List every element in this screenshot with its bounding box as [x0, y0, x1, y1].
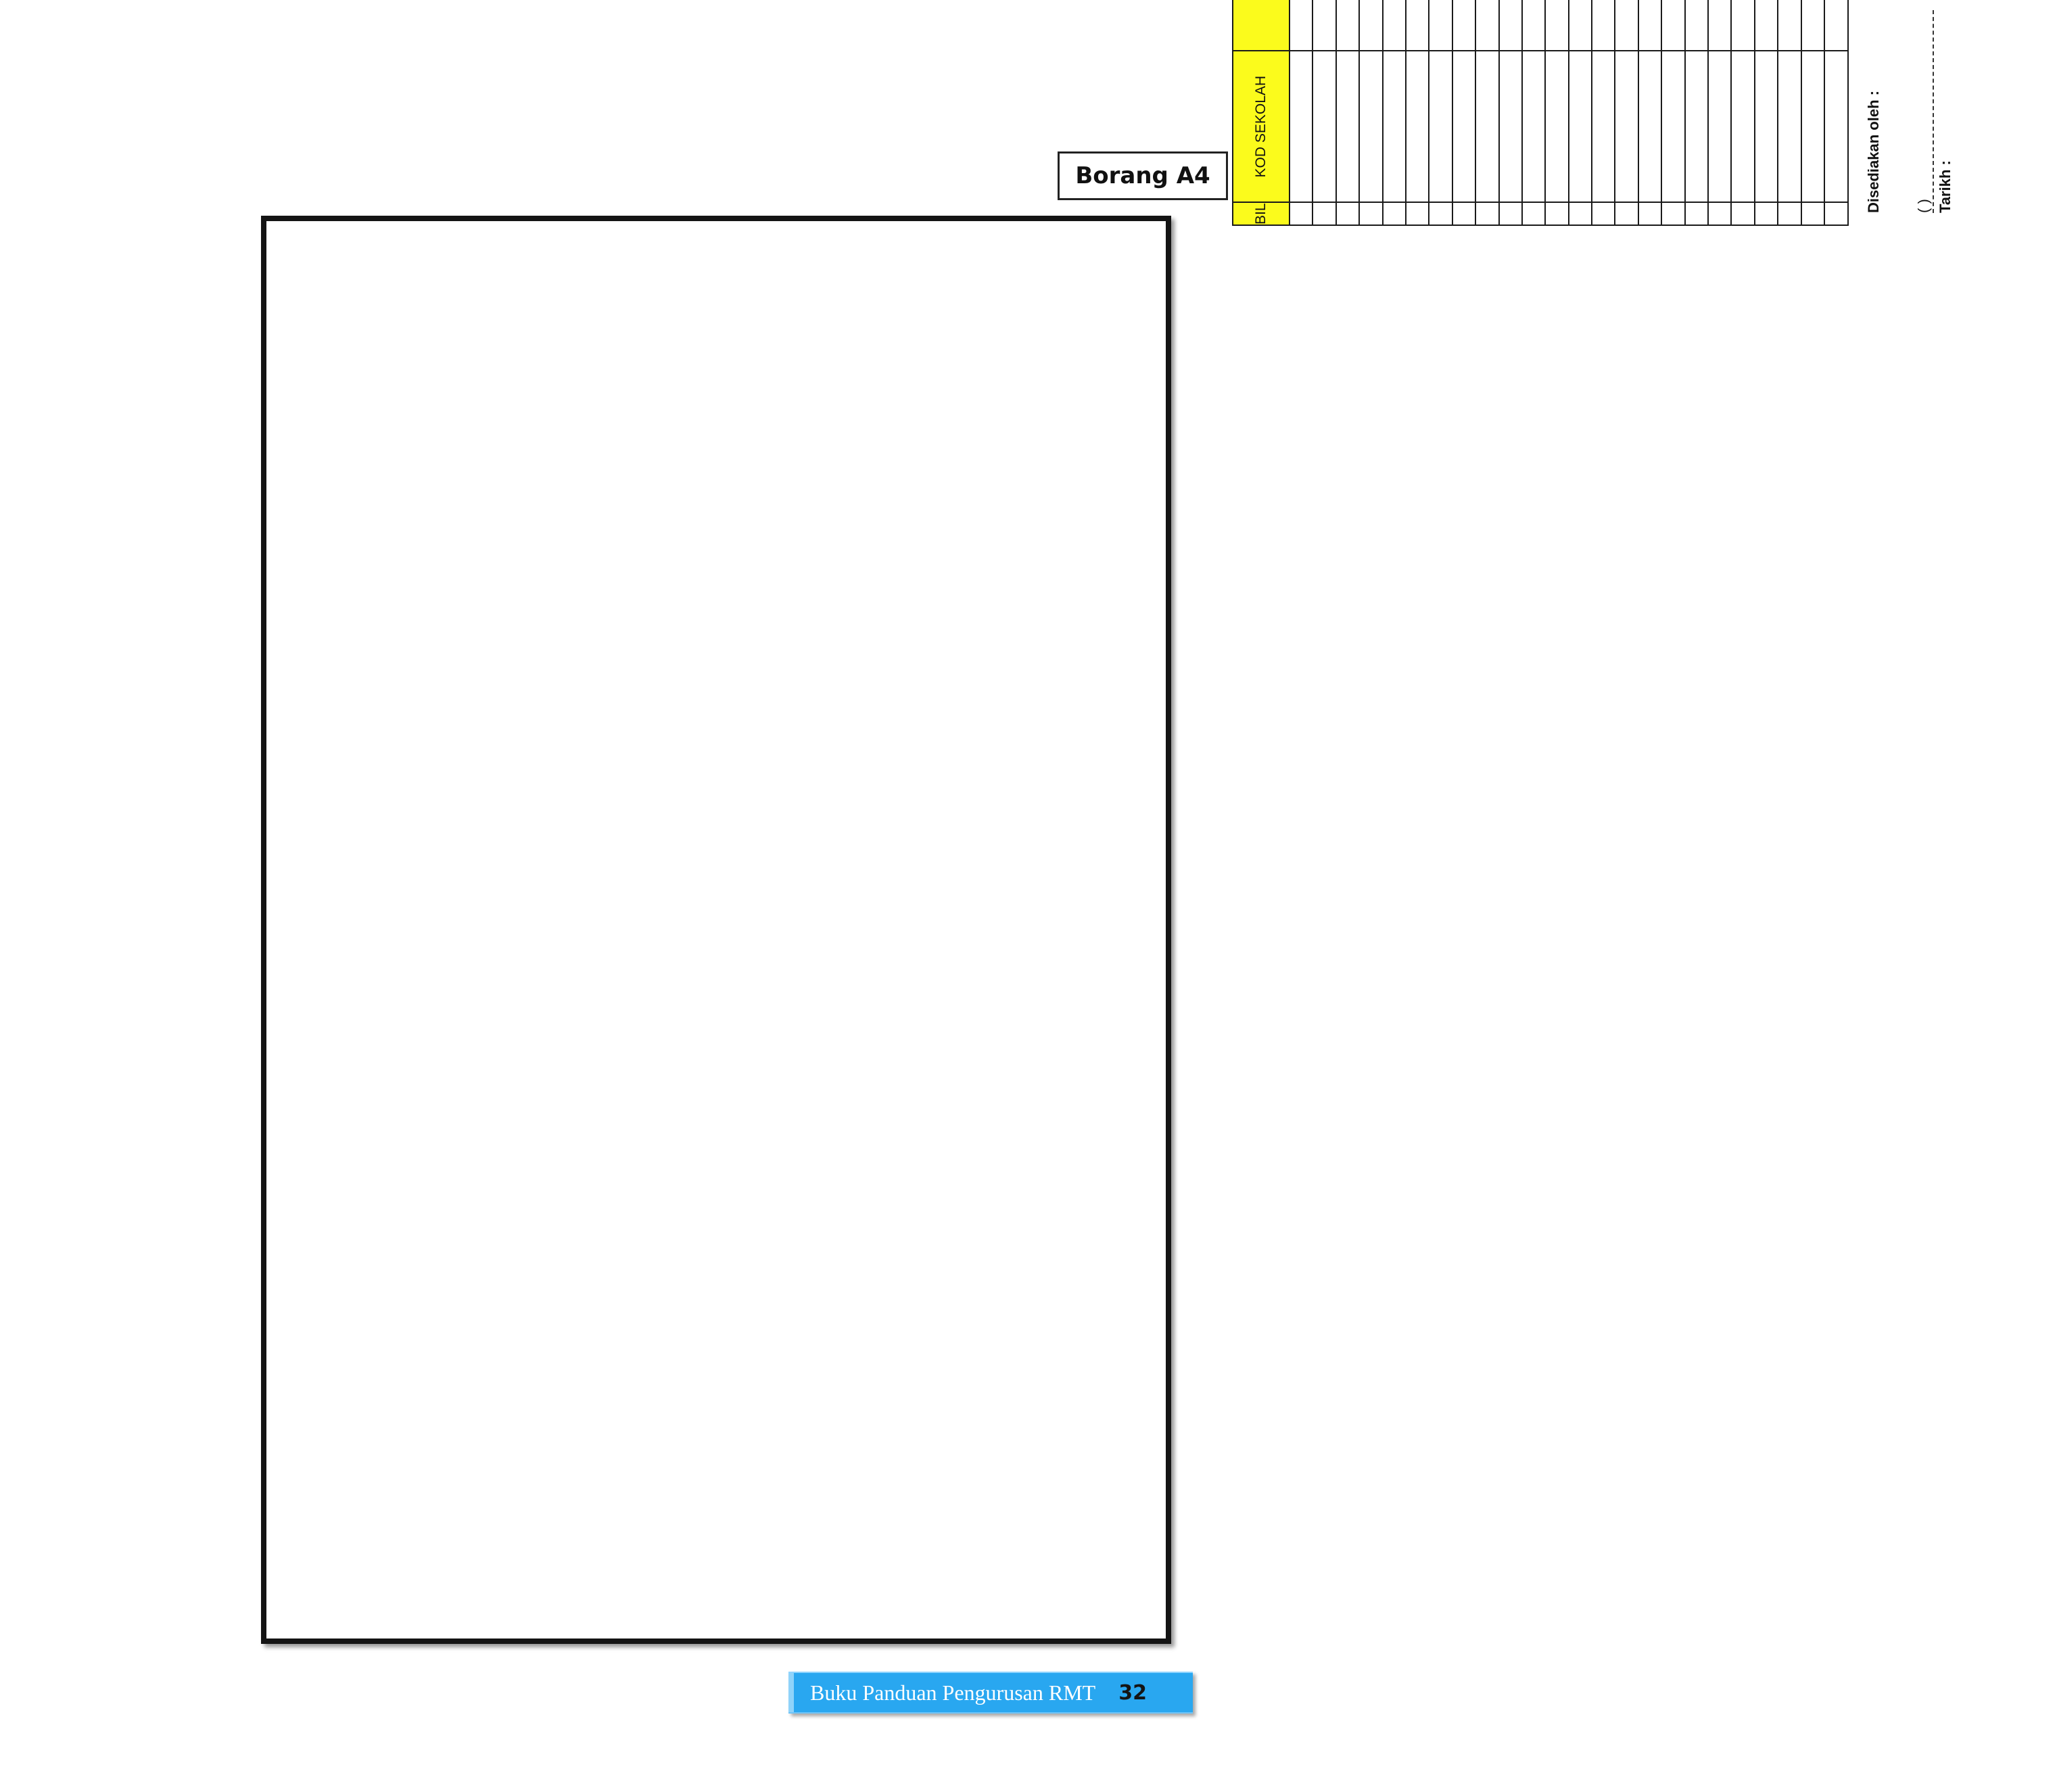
col-kod-sekolah: KOD SEKOLAH: [1233, 51, 1290, 203]
table-cell: [1313, 0, 1335, 51]
table-cell: [1685, 51, 1708, 203]
table-cell: [1778, 0, 1801, 51]
table-row: [1615, 0, 1638, 225]
table-cell: [1406, 202, 1429, 225]
table-cell: [1452, 202, 1475, 225]
table-cell: [1661, 51, 1684, 203]
col-bil: BIL: [1233, 202, 1290, 225]
table-cell: [1708, 0, 1731, 51]
form-label: Borang A4: [1075, 162, 1210, 189]
table-row: [1755, 0, 1778, 225]
table-cell: [1359, 0, 1382, 51]
table-cell: [1406, 0, 1429, 51]
school-list-table: [1232, 0, 1872, 226]
table-cell: [1522, 51, 1545, 203]
table-cell: [1336, 202, 1359, 225]
table-cell: [1336, 0, 1359, 51]
table-cell: [1383, 0, 1406, 51]
table-cell: [1499, 51, 1522, 203]
table-row: [1383, 0, 1406, 225]
table-row: [1429, 0, 1452, 225]
page-number: 32: [1118, 1680, 1147, 1705]
table-row: [1824, 0, 1848, 225]
table-cell: [1290, 0, 1313, 51]
table-row: [1359, 0, 1382, 225]
table-cell: [1661, 0, 1684, 51]
table-cell: [1359, 51, 1382, 203]
table-cell: [1429, 0, 1452, 51]
table-row: [1313, 0, 1335, 225]
prepared-signature-line: ( ): [1915, 10, 1934, 213]
table-row: [1778, 0, 1801, 225]
table-cell: [1290, 202, 1313, 225]
table-cell: [1638, 51, 1661, 203]
table-cell: [1313, 51, 1335, 203]
table-cell: [1522, 0, 1545, 51]
table-cell: [1801, 202, 1824, 225]
table-cell: [1545, 0, 1568, 51]
table-cell: [1522, 202, 1545, 225]
table-cell: [1708, 51, 1731, 203]
table-cell: [1755, 202, 1778, 225]
table-cell: [1545, 202, 1568, 225]
table-cell: [1383, 51, 1406, 203]
table-cell: [1383, 202, 1406, 225]
table-cell: [1615, 0, 1638, 51]
table-row: [1452, 0, 1475, 225]
table-cell: [1475, 202, 1498, 225]
table-row: [1475, 0, 1498, 225]
table-row: [1499, 0, 1522, 225]
table-cell: [1731, 51, 1754, 203]
table-cell: [1499, 0, 1522, 51]
table-row: [1522, 0, 1545, 225]
table-row: [1336, 0, 1359, 225]
table-cell: [1755, 0, 1778, 51]
table-cell: [1429, 202, 1452, 225]
table-cell: [1824, 51, 1848, 203]
table-cell: [1592, 0, 1615, 51]
table-cell: [1313, 202, 1335, 225]
table-cell: [1638, 0, 1661, 51]
table-cell: [1685, 202, 1708, 225]
table-cell: [1708, 202, 1731, 225]
table-cell: [1801, 0, 1824, 51]
table-cell: [1824, 0, 1848, 51]
table-row: [1545, 0, 1568, 225]
table-cell: [1336, 51, 1359, 203]
table-row: [1731, 0, 1754, 225]
table-cell: [1801, 51, 1824, 203]
table-cell: [1569, 0, 1592, 51]
table-cell: [1569, 51, 1592, 203]
table-cell: [1778, 202, 1801, 225]
table-cell: [1452, 0, 1475, 51]
table-cell: [1452, 51, 1475, 203]
table-row: [1290, 0, 1313, 225]
table-cell: [1499, 202, 1522, 225]
table-row: [1569, 0, 1592, 225]
table-cell: [1755, 51, 1778, 203]
table-cell: [1661, 202, 1684, 225]
rotated-form-content: [1158, 0, 2057, 227]
table-cell: [1592, 202, 1615, 225]
table-cell: [1685, 0, 1708, 51]
table-row: [1801, 0, 1824, 225]
table-cell: [1731, 202, 1754, 225]
table-cell: [1359, 202, 1382, 225]
table-row: [1708, 0, 1731, 225]
col-sekolah: [1233, 0, 1290, 51]
footer-title: Buku Panduan Pengurusan RMT: [810, 1680, 1096, 1705]
table-row: [1685, 0, 1708, 225]
table-cell: [1545, 51, 1568, 203]
table-row: [1592, 0, 1615, 225]
footer-banner: [788, 1672, 1193, 1714]
table-cell: [1824, 202, 1848, 225]
table-cell: [1778, 51, 1801, 203]
prepared-by-label: Disediakan oleh :: [1865, 91, 1882, 213]
prepared-date-label: Tarikh :: [1937, 160, 1954, 213]
table-cell: [1475, 51, 1498, 203]
table-cell: [1406, 51, 1429, 203]
table-cell: [1731, 0, 1754, 51]
table-row: [1661, 0, 1684, 225]
table-cell: [1429, 51, 1452, 203]
table-row: [1406, 0, 1429, 225]
table-cell: [1475, 0, 1498, 51]
table-row: [1638, 0, 1661, 225]
table-header-row: [1233, 0, 1264, 225]
table-cell: [1615, 202, 1638, 225]
table-cell: [1290, 51, 1313, 203]
table-cell: [1569, 202, 1592, 225]
table-cell: [1638, 202, 1661, 225]
table-cell: [1615, 51, 1638, 203]
table-cell: [1592, 51, 1615, 203]
